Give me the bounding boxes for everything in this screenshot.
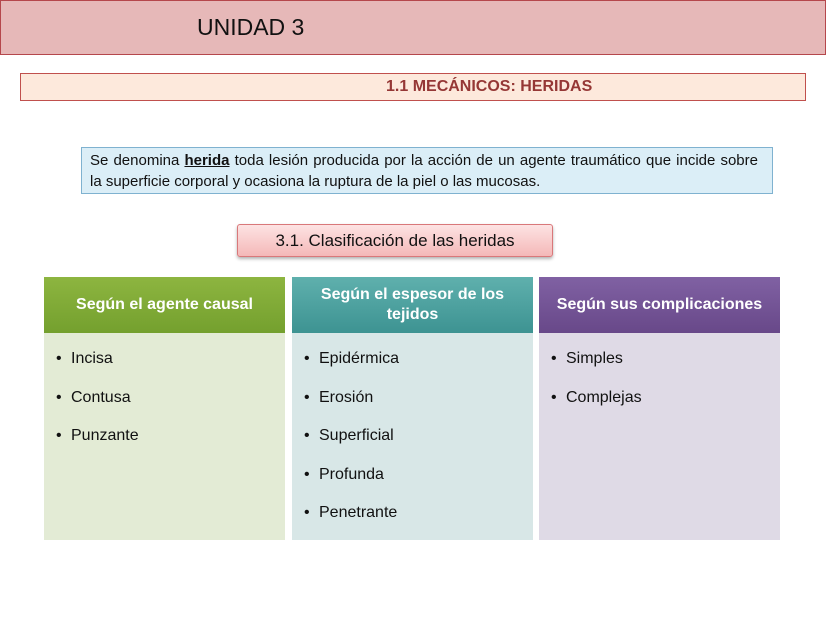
bullet-list: [44, 346, 285, 462]
column-header: Según el espesor de los tejidos: [292, 277, 533, 333]
list-item: • Complejas: [539, 385, 780, 424]
list-item: • Profunda: [292, 462, 533, 501]
column-header: Según sus complicaciones: [539, 277, 780, 333]
list-item: • Contusa: [44, 385, 285, 424]
list-item: • Simples: [539, 346, 780, 385]
bullet-list: [292, 346, 533, 539]
section-title: 1.1 MECÁNICOS: HERIDAS: [386, 78, 593, 95]
definition-text-before: Se denomina: [90, 152, 185, 169]
list-item: • Superficial: [292, 423, 533, 462]
bullet-list: [539, 346, 780, 423]
column-espesor-tejidos: [292, 277, 533, 540]
column-agente-causal: [44, 277, 285, 540]
column-complicaciones: [539, 277, 780, 540]
header-bar: [0, 0, 826, 55]
column-body: [292, 333, 533, 540]
definition-term: herida: [184, 152, 230, 169]
column-header: Según el agente causal: [44, 277, 285, 333]
section-bar: [20, 73, 806, 101]
list-item: • Epidérmica: [292, 346, 533, 385]
column-body: [539, 333, 780, 540]
classification-title: 3.1. Clasificación de las heridas: [237, 224, 553, 257]
column-body: [44, 333, 285, 540]
definition-box: [81, 147, 773, 194]
list-item: • Erosión: [292, 385, 533, 424]
list-item: • Penetrante: [292, 500, 533, 539]
list-item: • Incisa: [44, 346, 285, 385]
list-item: • Punzante: [44, 423, 285, 462]
definition-text-after: toda lesión producida por la acción de un agente traumático que incide sobre la superficie corporal y ocasiona la ruptura de la piel o las mucosas.: [90, 152, 758, 190]
unit-title: UNIDAD 3: [197, 14, 305, 40]
